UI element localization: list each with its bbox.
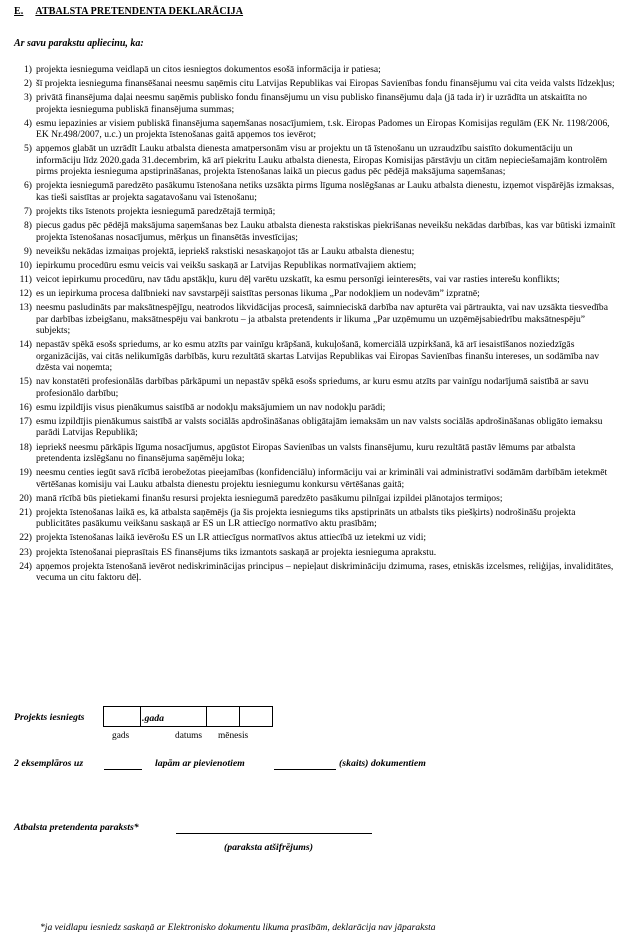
copies-middle: lapām ar pievienotiem — [155, 758, 245, 769]
declaration-item — [14, 493, 616, 504]
item-number: 17) — [19, 415, 32, 427]
item-number: 2) — [24, 78, 32, 90]
applicant-signature-label: Atbalsta pretendenta paraksts* — [14, 822, 139, 833]
item-text: šī projekta iesnieguma finansēšanai neesmu saņēmis citu Latvijas Republikas vai Eiropas Savienības fondu finansējumu vai cita veida valsts līdzekļus; — [36, 78, 615, 90]
declaration-item — [14, 246, 616, 257]
declaration-item — [14, 78, 616, 89]
submitted-label: Projekts iesniegts — [14, 712, 85, 723]
item-text: neesmu pasludināts par maksātnespējīgu, neatrodos likvidācijas procesā, saimnieciskā darbība nav apturēta vai pārtraukta, vai nav uzsākta tiesvedība par darbības izbeigšanu, maksātnespēju vai bankrotu – ja atbalsta pretendents ir likuma „Par uzņēmumu un uzņēmējsabiedrību maksātnespēju” subjekts; — [36, 302, 608, 337]
pages-count-field[interactable] — [104, 769, 142, 770]
item-text: projekta iesniegumā paredzēto pasākumu īstenošana netiks uzsākta pirms līguma noslēgšanas ar Lauku atbalsta dienestu, izņemot vispārējās izmaksas, kas tieši saistītas ar projekta sagatavošanu vai īstenošanu; — [36, 180, 615, 203]
declaration-item — [14, 302, 616, 336]
declaration-item — [14, 532, 616, 543]
declaration-item — [14, 143, 616, 177]
declaration-item — [14, 220, 616, 243]
item-text: projekta īstenošanas laikā ievērošu ES un LR attiecīgus normatīvos aktus attiecībā uz ietekmi uz vidi; — [36, 532, 427, 544]
item-text: esmu izpildījis pienākumus saistībā ar valsts sociālās apdrošināšanas obligātajām iemaksām un nav valsts sociālās apdrošināšanas obligāto iemaksu parādi Latvijas Republikā; — [36, 415, 603, 439]
item-number: 20) — [19, 492, 32, 504]
item-text: es un iepirkuma procesa dalībnieki nav savstarpēji saistītas personas likuma „Par nodokļiem un nodevām” izpratnē; — [36, 288, 480, 300]
day-label: datums — [175, 731, 203, 741]
signature-transcript-label: (paraksta atšifrējums) — [224, 842, 313, 853]
item-number: 13) — [19, 302, 32, 314]
item-number: 21) — [19, 506, 32, 518]
item-number: 9) — [24, 245, 32, 257]
item-text: apņemos glabāt un uzrādīt Lauku atbalsta dienesta amatpersonām visu ar projektu un tā īstenošanu un uzraudzību saistīto dokumentāciju un informāciju līdz 2020.gada 31.decembrim, kā arī piekritu Lauku atbalsta dienesta, Eiropas Komisijas pārstāvju un citām nepieciešamajām kontrolēm pirms projekta iesnieguma apstiprināšanas, projekta īstenošanas laikā un piecus gadus pēc pēdējā maksājuma saņemšanas; — [36, 143, 608, 178]
item-text: nav konstatēti profesionālās darbības pārkāpumi un nepastāv spēkā esošs spriedums, ar kuru esmu atzīts par vainīgu nodarījumā saistībā ar savu profesionālo darbību; — [36, 376, 589, 399]
item-number: 16) — [19, 401, 32, 413]
item-text: esmu izpildījis visus pienākumus saistībā ar nodokļu maksājumiem un nav nodokļu parādi; — [36, 401, 386, 413]
item-text: projekta īstenošanai pieprasītais ES finansējums tiks izmantots saskaņā ar projekta iesnieguma aprakstu. — [36, 546, 437, 558]
item-number: 19) — [19, 467, 32, 479]
signature-field[interactable] — [176, 833, 372, 834]
month-box[interactable] — [240, 706, 273, 727]
item-number: 4) — [24, 117, 32, 129]
item-text: projekta iesnieguma veidlapā un citos iesniegtos dokumentos esošā informācija ir patiesa; — [36, 64, 381, 75]
section-letter: E. — [14, 6, 24, 17]
day-box[interactable] — [207, 706, 240, 727]
item-text: manā rīcībā būs pietiekami finanšu resursi projekta iesniegumā paredzēto pasākumu pilnīgai izpildei plānotajos termiņos; — [36, 492, 503, 504]
copies-prefix: 2 eksemplāros uz — [14, 758, 84, 769]
section-title: ATBALSTA PRETENDENTA DEKLARĀCIJA — [35, 6, 244, 17]
item-number: 7) — [24, 205, 32, 217]
item-number: 3) — [24, 92, 32, 104]
declaration-item — [14, 260, 616, 271]
declaration-item — [14, 92, 616, 115]
item-number: 1) — [24, 64, 32, 75]
item-number: 15) — [19, 376, 32, 388]
item-text: iepirkumu procedūru esmu veicis vai veikšu saskaņā ar Latvijas Republikas normatīvajiem aktiem; — [36, 259, 417, 271]
declaration-item — [14, 467, 616, 490]
declaration-item — [14, 274, 616, 285]
declaration-item — [14, 442, 616, 465]
copies-suffix: (skaits) dokumentiem — [339, 758, 426, 769]
footnote: *ja veidlapu iesniedz saskaņā ar Elektronisko dokumentu likuma prasībām, deklarācija nav jāparaksta — [40, 922, 436, 933]
declaration-item — [14, 180, 616, 203]
item-number: 12) — [19, 288, 32, 300]
item-number: 10) — [19, 259, 32, 271]
declaration-item — [14, 64, 616, 75]
item-text: iepriekš neesmu pārkāpis līguma nosacījumus, apgūstot Eiropas Savienības un valsts finansējumu, kuru rezultātā pastāv lēmums par atbalsta pretendenta izslēgšanu no finansējuma saņēmēju loka; — [36, 441, 576, 464]
item-number: 5) — [24, 143, 32, 155]
item-number: 14) — [19, 339, 32, 351]
item-text: privātā finansējuma daļai neesmu saņēmis publisko fondu finansējumu un visu publisko finansējumu daļa (jā tada ir) ir uzrādīta un atskaitīta no projekta iesnieguma publiskā finansējuma summas; — [36, 92, 587, 115]
year-label: gads — [112, 731, 130, 741]
item-text: apņemos projekta īstenošanā ievērot nediskriminācijas principus – nepieļaut diskrimināciju dzimuma, rases, etniskās izcelsmes, reliģijas, invaliditātes, vecuma un citu faktoru dēļ. — [36, 560, 614, 584]
declaration-item — [14, 288, 616, 299]
year-box[interactable] — [103, 706, 141, 727]
declaration-item — [14, 206, 616, 217]
item-text: neveikšu nekādas izmaiņas projektā, iepriekš rakstiski nesaskaņojot tās ar Lauku atbalsta dienestu; — [36, 245, 415, 257]
declaration-item — [14, 402, 616, 413]
item-text: esmu iepazinies ar visiem publiskā finansējuma saņemšanas nosacījumiem, t.sk. Eiropas Padomes un Eiropas Komisijas regulām (EK Nr. 1198/2006, EK Nr.498/2007, u.c.) un projekta īstenošanas gaitā apņemos tos ievērot; — [36, 117, 610, 141]
declaration-intro: Ar savu parakstu apliecinu, ka: — [14, 38, 144, 49]
declaration-item — [14, 339, 616, 373]
declaration-item — [14, 118, 616, 141]
declaration-item — [14, 507, 616, 530]
attachments-count-field[interactable] — [274, 769, 336, 770]
declaration-item — [14, 376, 616, 399]
declaration-item — [14, 547, 616, 558]
item-number: 18) — [19, 441, 32, 453]
item-text: nepastāv spēkā esošs spriedums, ar ko esmu atzīts par vainīgu krāpšanā, kukuļošanā, komerciālā uzpirkšanā, kā arī iesaistīšanos noziedzīgās organizācijās, vai citās nelikumīgās darbībās, kuru rezultātā skartas Latvijas Republikas vai Eiropas Savienības finanšu intereses, un sodāmība nav dzēsta vai noņemta; — [36, 339, 600, 374]
declaration-list — [14, 64, 616, 586]
item-number: 24) — [19, 560, 32, 572]
item-text: projekta īstenošanas laikā es, kā atbalsta saņēmējs (ja šis projekta iesniegums tiks apstiprināts un atbalsts tiks piešķirts) nodrošināšu projekta publicitātes pasākumu veikšanu saskaņā ar ES un LR attiecīgo normatīvo aktu prasībām; — [36, 506, 576, 530]
item-text: piecus gadus pēc pēdējā maksājuma saņemšanas bez Lauku atbalsta dienesta rakstiskas piekrišanas neveikšu nekādas darbības, kas var būtiski izmainīt projekta īstenošanas nosacījumus, mērķus un finansētās investīcijas; — [36, 220, 616, 243]
item-number: 11) — [19, 274, 32, 285]
item-text: neesmu centies iegūt savā rīcībā ierobežotas pieejamības (konfidenciālu) informāciju vai ar krimināli vai administratīvi sodāmām darbībām ietekmēt vērtēšanas komisiju vai Lauku atbalsta dienestu projektu iesniegumu konkursu vērtēšanas gaitā; — [36, 467, 608, 490]
item-number: 22) — [19, 532, 32, 544]
item-number: 6) — [24, 180, 32, 192]
item-text: projekts tiks īstenots projekta iesniegumā paredzētajā termiņā; — [36, 205, 276, 217]
year-suffix: .gada — [142, 713, 165, 724]
year-suffix-box[interactable] — [141, 706, 207, 727]
section-heading — [14, 6, 255, 17]
month-label: mēnesis — [218, 731, 249, 741]
item-number: 23) — [19, 546, 32, 558]
item-number: 8) — [24, 220, 32, 232]
item-text: veicot iepirkumu procedūru, nav tādu apstākļu, kuru dēļ varētu uzskatīt, ka esmu personīgi ieinteresēts, vai var rasties interešu konflikts; — [36, 274, 560, 285]
declaration-item — [14, 561, 616, 584]
declaration-item — [14, 416, 616, 439]
